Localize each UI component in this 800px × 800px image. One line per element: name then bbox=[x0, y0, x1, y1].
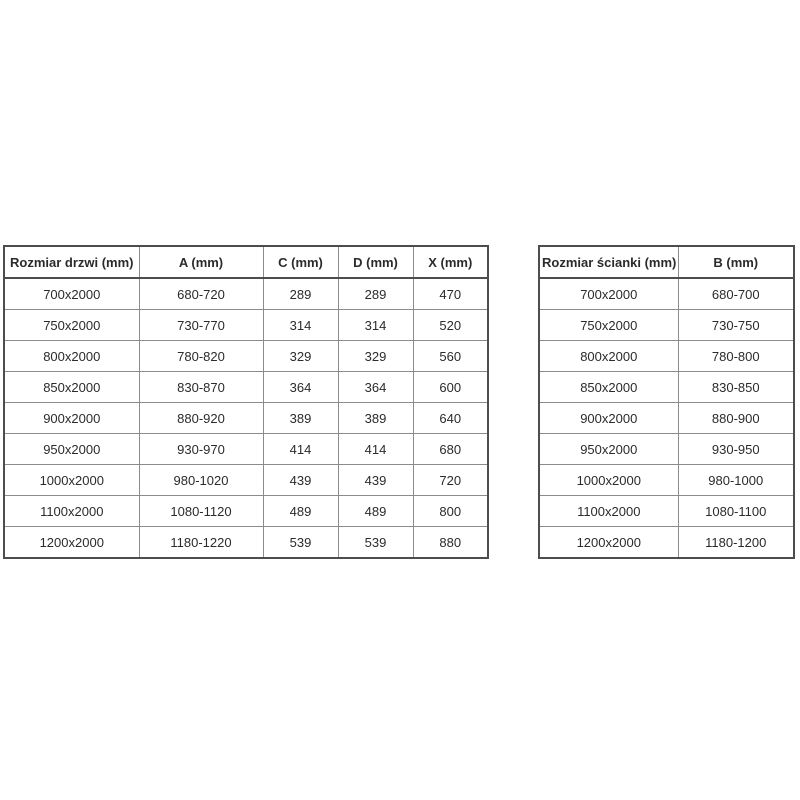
table-cell: 389 bbox=[263, 403, 338, 434]
table-cell: 520 bbox=[413, 310, 488, 341]
table-cell: 1180-1220 bbox=[139, 527, 263, 559]
table-row bbox=[539, 372, 794, 403]
wall-header-rozmiar-scianki: Rozmiar ścianki (mm) bbox=[539, 246, 678, 278]
table-cell: 800x2000 bbox=[539, 341, 678, 372]
table-cell: 830-850 bbox=[678, 372, 794, 403]
table-cell: 750x2000 bbox=[4, 310, 139, 341]
table-cell: 680 bbox=[413, 434, 488, 465]
table-cell: 850x2000 bbox=[4, 372, 139, 403]
table-cell: 730-750 bbox=[678, 310, 794, 341]
table-cell: 930-950 bbox=[678, 434, 794, 465]
table-cell: 289 bbox=[263, 278, 338, 310]
table-cell: 1000x2000 bbox=[4, 465, 139, 496]
table-cell: 830-870 bbox=[139, 372, 263, 403]
table-cell: 489 bbox=[338, 496, 413, 527]
table-cell: 980-1020 bbox=[139, 465, 263, 496]
table-cell: 389 bbox=[338, 403, 413, 434]
table-cell: 680-720 bbox=[139, 278, 263, 310]
table-cell: 640 bbox=[413, 403, 488, 434]
table-cell: 364 bbox=[338, 372, 413, 403]
door-header-a: A (mm) bbox=[139, 246, 263, 278]
table-cell: 1100x2000 bbox=[4, 496, 139, 527]
door-header-d: D (mm) bbox=[338, 246, 413, 278]
table-cell: 900x2000 bbox=[539, 403, 678, 434]
table-cell: 680-700 bbox=[678, 278, 794, 310]
table-cell: 720 bbox=[413, 465, 488, 496]
table-cell: 900x2000 bbox=[4, 403, 139, 434]
table-cell: 289 bbox=[338, 278, 413, 310]
table-cell: 314 bbox=[338, 310, 413, 341]
table-row bbox=[4, 372, 488, 403]
table-row bbox=[539, 465, 794, 496]
table-cell: 560 bbox=[413, 341, 488, 372]
table-cell: 950x2000 bbox=[539, 434, 678, 465]
table-row bbox=[539, 403, 794, 434]
table-row bbox=[4, 496, 488, 527]
table-cell: 539 bbox=[263, 527, 338, 559]
table-cell: 980-1000 bbox=[678, 465, 794, 496]
table-cell: 880 bbox=[413, 527, 488, 559]
table-cell: 1180-1200 bbox=[678, 527, 794, 559]
table-cell: 470 bbox=[413, 278, 488, 310]
table-cell: 439 bbox=[338, 465, 413, 496]
table-cell: 850x2000 bbox=[539, 372, 678, 403]
table-cell: 439 bbox=[263, 465, 338, 496]
table-row bbox=[539, 527, 794, 559]
table-cell: 489 bbox=[263, 496, 338, 527]
table-cell: 329 bbox=[338, 341, 413, 372]
table-cell: 1100x2000 bbox=[539, 496, 678, 527]
door-header-rozmiar-drzwi: Rozmiar drzwi (mm) bbox=[4, 246, 139, 278]
table-row bbox=[4, 310, 488, 341]
table-cell: 950x2000 bbox=[4, 434, 139, 465]
door-table-header-row bbox=[4, 246, 488, 278]
table-cell: 800x2000 bbox=[4, 341, 139, 372]
table-row bbox=[539, 341, 794, 372]
table-cell: 700x2000 bbox=[4, 278, 139, 310]
table-row bbox=[4, 403, 488, 434]
table-cell: 800 bbox=[413, 496, 488, 527]
table-cell: 1200x2000 bbox=[4, 527, 139, 559]
table-cell: 780-820 bbox=[139, 341, 263, 372]
table-cell: 314 bbox=[263, 310, 338, 341]
table-cell: 414 bbox=[338, 434, 413, 465]
door-header-x: X (mm) bbox=[413, 246, 488, 278]
wall-table-header-row bbox=[539, 246, 794, 278]
table-cell: 329 bbox=[263, 341, 338, 372]
table-cell: 880-900 bbox=[678, 403, 794, 434]
table-cell: 780-800 bbox=[678, 341, 794, 372]
door-sizes-table bbox=[3, 245, 489, 559]
table-cell: 364 bbox=[263, 372, 338, 403]
table-cell: 930-970 bbox=[139, 434, 263, 465]
table-cell: 750x2000 bbox=[539, 310, 678, 341]
table-cell: 880-920 bbox=[139, 403, 263, 434]
table-row bbox=[4, 434, 488, 465]
table-cell: 1080-1100 bbox=[678, 496, 794, 527]
table-row bbox=[539, 434, 794, 465]
table-cell: 700x2000 bbox=[539, 278, 678, 310]
wall-header-b: B (mm) bbox=[678, 246, 794, 278]
table-cell: 414 bbox=[263, 434, 338, 465]
table-row bbox=[4, 465, 488, 496]
table-cell: 1000x2000 bbox=[539, 465, 678, 496]
table-row bbox=[4, 278, 488, 310]
table-cell: 600 bbox=[413, 372, 488, 403]
table-cell: 1200x2000 bbox=[539, 527, 678, 559]
door-header-c: C (mm) bbox=[263, 246, 338, 278]
table-row bbox=[4, 341, 488, 372]
table-row bbox=[539, 496, 794, 527]
table-row bbox=[4, 527, 488, 559]
table-cell: 539 bbox=[338, 527, 413, 559]
wall-sizes-table bbox=[538, 245, 795, 559]
table-cell: 1080-1120 bbox=[139, 496, 263, 527]
table-row bbox=[539, 278, 794, 310]
table-cell: 730-770 bbox=[139, 310, 263, 341]
table-row bbox=[539, 310, 794, 341]
